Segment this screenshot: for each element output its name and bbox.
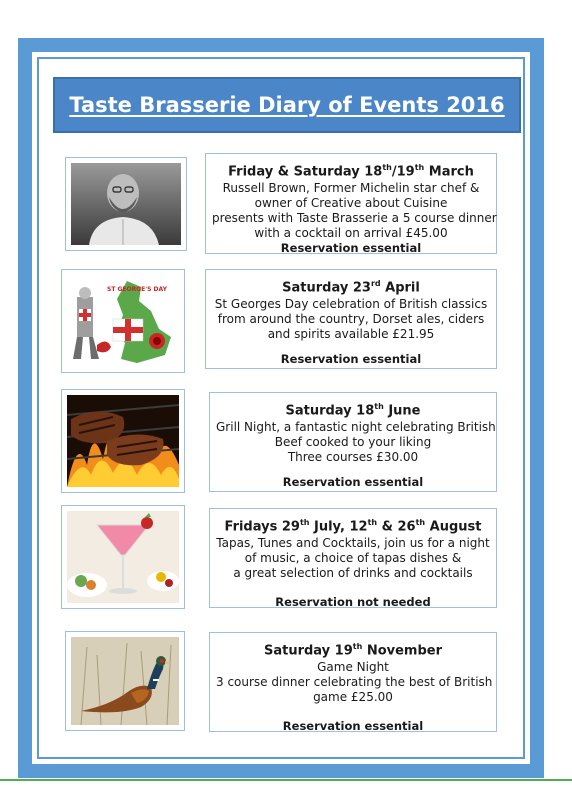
event-5-line-3: game £25.00 <box>313 690 393 705</box>
grilled-steak-photo <box>67 395 179 487</box>
event-5-date: Saturday 19th November <box>263 642 443 659</box>
event-3-card <box>209 392 497 492</box>
poster-inner-border <box>37 57 525 759</box>
event-5-photo <box>65 631 185 731</box>
footer-divider <box>0 779 572 781</box>
event-5-reservation: Reservation essential <box>282 719 424 734</box>
event-4-line-2: of music, a choice of tapas dishes & <box>244 551 462 566</box>
event-1-reservation: Reservation essential <box>280 241 422 256</box>
event-4-date: Fridays 29th July, 12th & 26th August <box>224 518 482 535</box>
poster-inner-panel <box>32 52 530 764</box>
event-3-photo <box>61 389 185 493</box>
event-1-line-1: Russell Brown, Former Michelin star chef & <box>222 181 480 196</box>
event-1-photo <box>65 157 187 251</box>
pheasant-photo <box>71 637 179 725</box>
chef-portrait-photo <box>71 163 181 245</box>
event-4-line-1: Tapas, Tunes and Cocktails, join us for a night <box>216 536 490 551</box>
event-3-line-1: Grill Night, a fantastic night celebrating British <box>216 420 496 435</box>
event-3-date: Saturday 18th June <box>285 402 421 419</box>
page-title: Taste Brasserie Diary of Events 2016 <box>69 93 505 117</box>
event-3-line-3: Three courses £30.00 <box>287 450 419 465</box>
event-5-card <box>209 632 497 732</box>
event-1-line-4: with a cocktail on arrival £45.00 <box>254 226 448 241</box>
poster-header <box>53 77 521 133</box>
event-2-date: Saturday 23rd April <box>282 279 420 296</box>
event-2-line-1: St Georges Day celebration of British classics <box>214 297 488 312</box>
event-4-card <box>209 508 497 608</box>
st-georges-label: ST GEORGE'S DAY <box>107 286 167 293</box>
cocktail-tapas-photo <box>67 511 179 603</box>
event-1-card <box>205 153 497 254</box>
event-4-line-3: a great selection of drinks and cocktails <box>233 566 473 581</box>
event-4-reservation: Reservation not needed <box>275 595 431 610</box>
event-1-line-3: presents with Taste Brasserie a 5 course dinner <box>212 211 497 226</box>
event-3-line-2: Beef cooked to your liking <box>274 435 432 450</box>
st-georges-day-illustration <box>67 275 179 367</box>
event-3-reservation: Reservation essential <box>282 475 424 490</box>
event-5-line-2: 3 course dinner celebrating the best of British <box>216 675 493 690</box>
event-2-line-3: and spirits available £21.95 <box>267 327 435 342</box>
event-2-reservation: Reservation essential <box>280 352 422 367</box>
events-poster <box>18 38 544 778</box>
event-2-photo <box>61 269 185 373</box>
event-2-card <box>205 269 497 369</box>
event-5-line-1: Game Night <box>317 660 389 675</box>
event-1-date: Friday & Saturday 18th/19th March <box>228 163 474 180</box>
event-1-line-2: owner of Creative about Cuisine <box>254 196 448 211</box>
event-4-photo <box>61 505 185 609</box>
event-2-line-2: from around the country, Dorset ales, ciders <box>217 312 485 327</box>
